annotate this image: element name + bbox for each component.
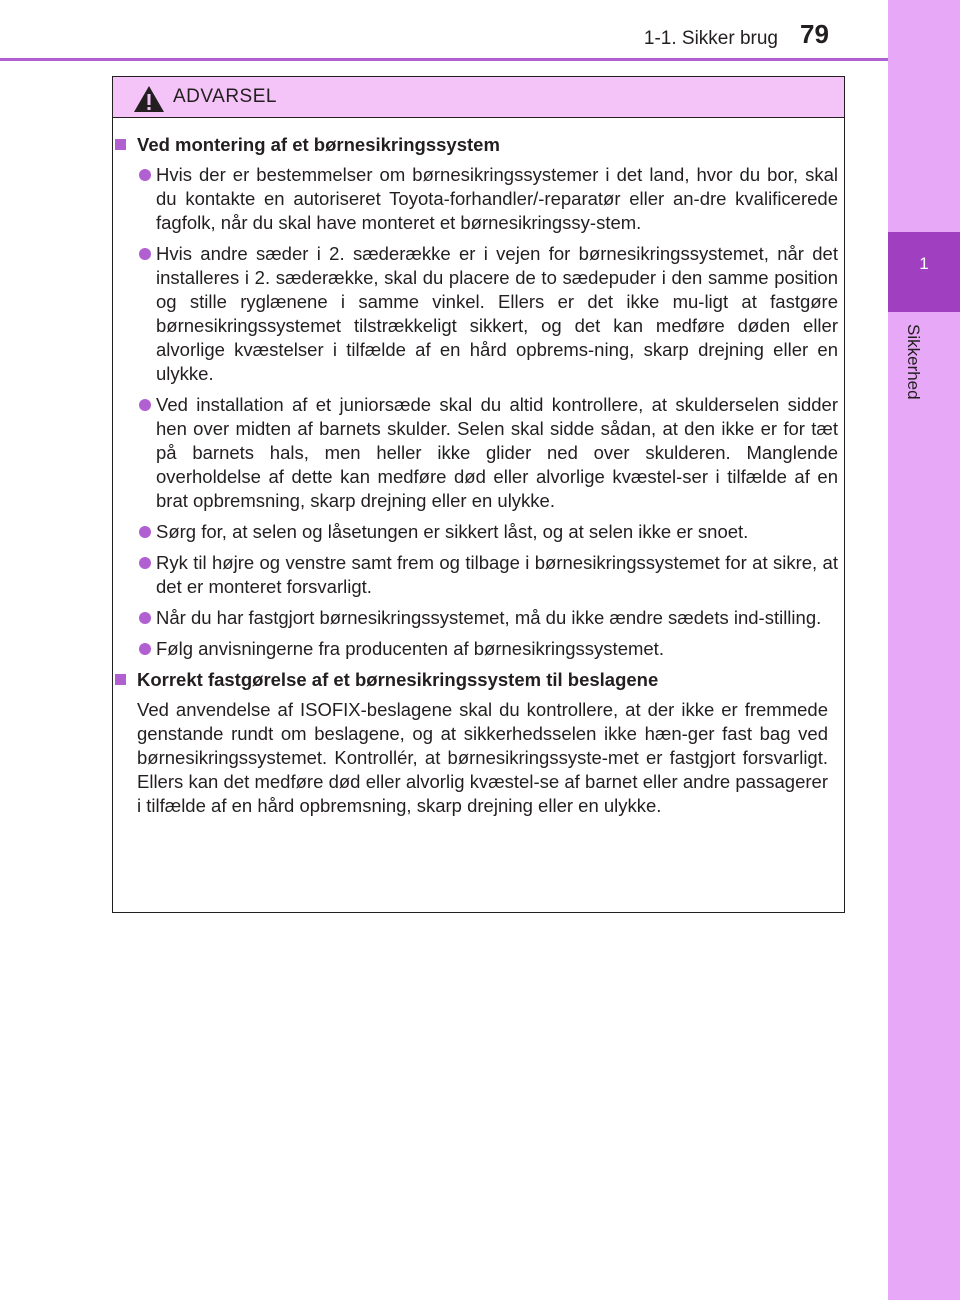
list-item: Hvis der er bestemmelser om børnesikringssystemer i det land, hvor du bor, skal du kontakte en autoriseret Toyota-forhandler/-reparatør eller an-dre kvalificerede fagfolk, når du skal have monteret et børnesikringssy-stem. (113, 163, 844, 235)
square-bullet-icon (115, 674, 126, 685)
list-item: Ryk til højre og venstre samt frem og tilbage i børnesikringssystemet for at sikre, at det er monteret forsvarligt. (113, 551, 844, 599)
list-item: Hvis andre sæder i 2. sæderække er i vejen for børnesikringssystemet, når det installeres i 2. sæderække, skal du placere de to sædepuder i den samme position og stille ryglænene i samme vinkel. Ellers er det ikke mu-ligt at fastgøre børnesikringssystemet tilstrækkeligt sikkert, og det kan medføre døden eller alvorlige kvæstelser i tilfælde af en hård opbrems-ning, skarp drejning eller en ulykke. (113, 242, 844, 386)
warning-header (113, 77, 844, 118)
list-item: Ved installation af et juniorsæde skal du altid kontrollere, at skulderselen sidder hen over midten af barnets skulder. Selen skal sidde sådan, at den ikke er for tæt på barnets hals, men heller ikke glider ned over skulderen. Manglende overholdelse af dette kan medføre død eller alvorlige kvæstel-ser i tilfælde af en brat opbremsning, skarp drejning eller en ulykke. (113, 393, 844, 513)
bullet-dot-icon (139, 248, 151, 260)
bullet-dot-icon (139, 169, 151, 181)
list-item: Følg anvisningerne fra producenten af børnesikringssystemet. (113, 637, 844, 661)
square-bullet-icon (115, 139, 126, 150)
side-tab-chapter: 1 (888, 232, 960, 312)
side-tab-bar (888, 0, 960, 1300)
section-heading-anchors: Korrekt fastgørelse af et børnesikringssystem til beslagene (113, 668, 844, 692)
warning-triangle-icon (133, 85, 165, 113)
list-item: Når du har fastgjort børnesikringssystemet, må du ikke ændre sædets ind-stilling. (113, 606, 844, 630)
list-item: Sørg for, at selen og låsetungen er sikkert låst, og at selen ikke er snoet. (113, 520, 844, 544)
bullet-dot-icon (139, 399, 151, 411)
bullet-dot-icon (139, 643, 151, 655)
warning-box (112, 76, 845, 913)
side-tab-label: Sikkerhed (904, 324, 923, 400)
header-divider (0, 58, 888, 61)
bullet-dot-icon (139, 526, 151, 538)
warning-content (113, 133, 844, 818)
warning-title: ADVARSEL (173, 86, 277, 107)
section-paragraph: Ved anvendelse af ISOFIX-beslagene skal du kontrollere, at der ikke er fremmede genstande rundt om beslagene, og at sikkerhedsselen ikke hæn-ger fast bag ved børnesikringssystemet. Kontrollér, at børnesikringssyste-met er fastgjort forsvarligt. Ellers kan det medføre død eller alvorlig kvæstel-se af barnet eller andre passagerer i tilfælde af en hård opbremsning, skarp drejning eller en ulykke. (137, 699, 828, 816)
bullet-dot-icon (139, 612, 151, 624)
page-number: 79 (800, 19, 829, 49)
bullet-dot-icon (139, 557, 151, 569)
section-heading-mounting: Ved montering af et børnesikringssystem (113, 133, 844, 157)
header-section-title: 1-1. Sikker brug (643, 28, 778, 49)
